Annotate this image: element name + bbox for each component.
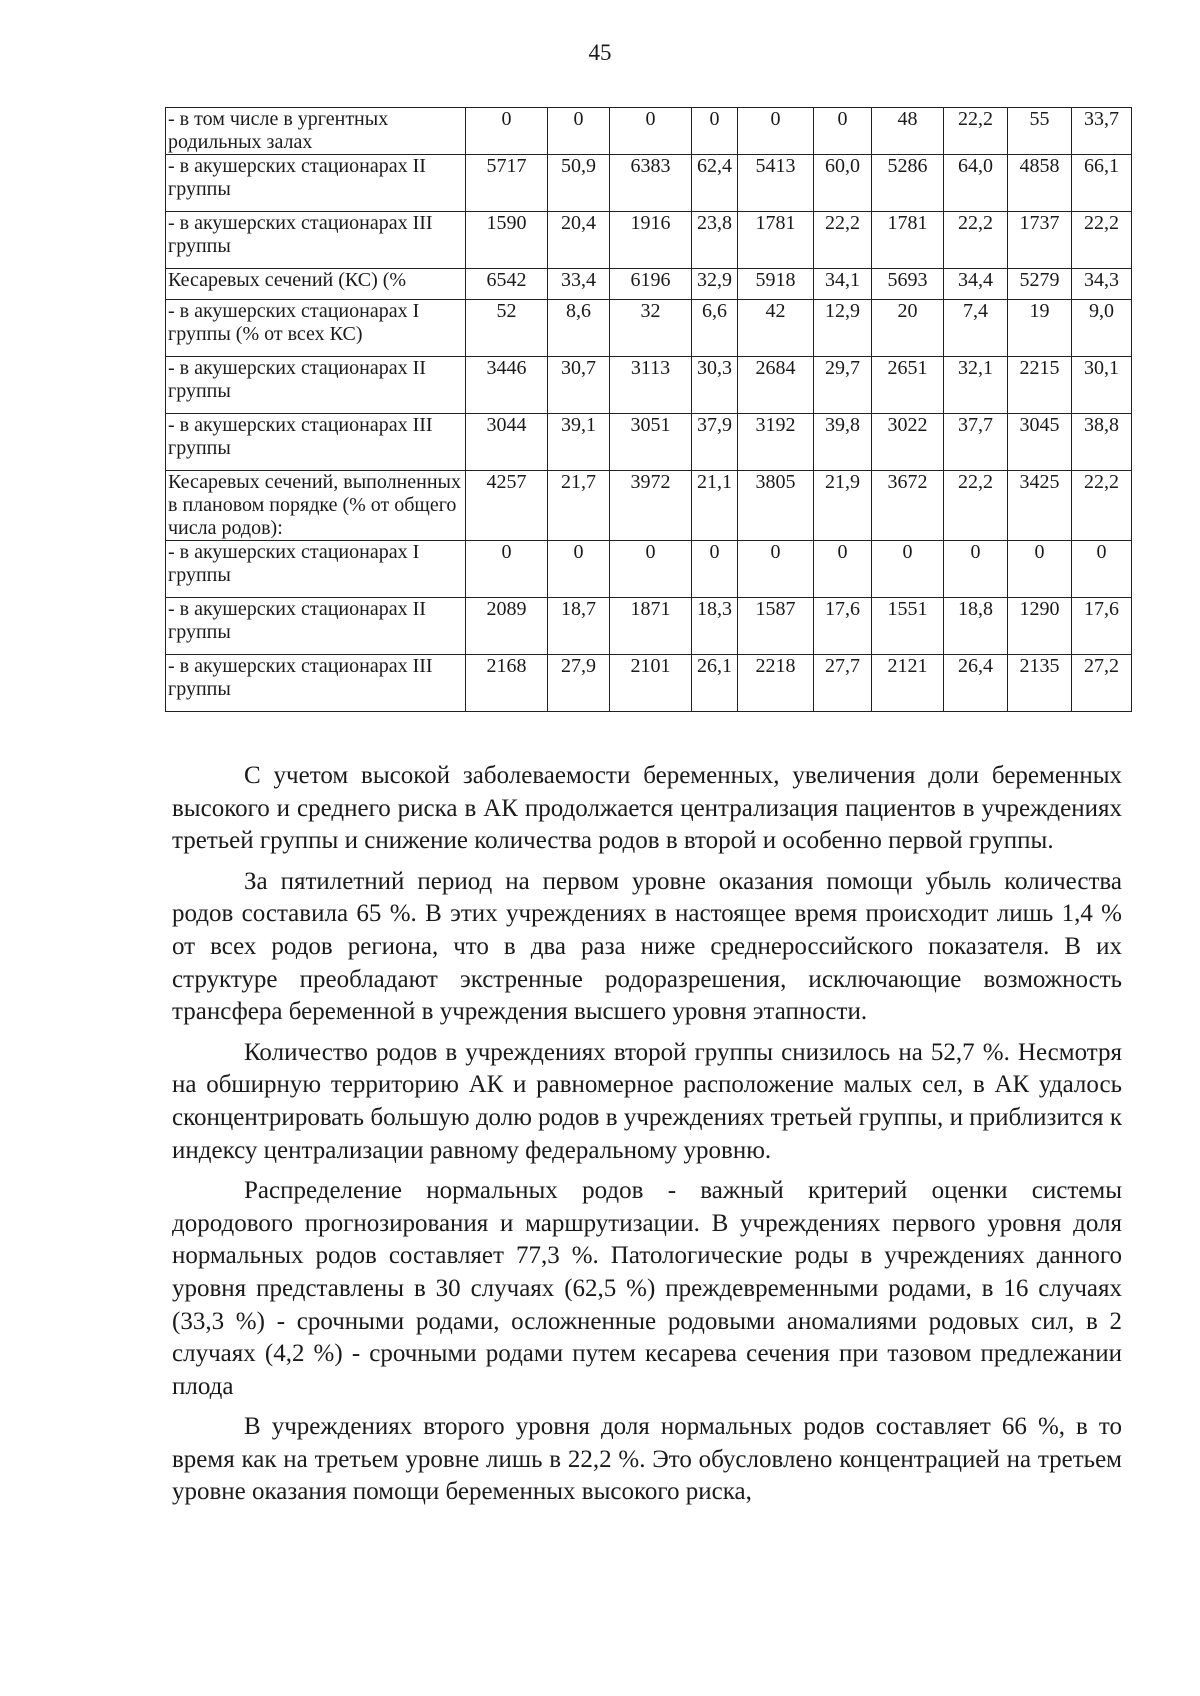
table-cell: 3044 (466, 414, 548, 471)
table-cell: 42 (738, 300, 814, 357)
table-cell: 30,7 (548, 357, 610, 414)
table-cell: 39,8 (814, 414, 872, 471)
table-row (166, 300, 1132, 357)
table-cell: 5717 (466, 155, 548, 212)
table-cell: 32,1 (944, 357, 1008, 414)
table-cell: 27,2 (1072, 655, 1132, 712)
table-cell: 3192 (738, 414, 814, 471)
table-row (166, 471, 1132, 541)
table-cell: 2218 (738, 655, 814, 712)
table-cell: 6196 (610, 269, 692, 300)
table-cell: 1916 (610, 212, 692, 269)
table-cell: 64,0 (944, 155, 1008, 212)
table-cell: 1871 (610, 598, 692, 655)
table-cell: 23,8 (692, 212, 738, 269)
table-cell: 60,0 (814, 155, 872, 212)
paragraph: С учетом высокой заболеваемости беременных, увеличения доли беременных высокого и среднего риска в АК продолжается централизация пациентов в учреждениях третьей группы и снижение количества родов в второй и особенно первой группы. (172, 762, 1122, 855)
table-cell: 29,7 (814, 357, 872, 414)
table-cell: 52 (466, 300, 548, 357)
table-cell: 2215 (1008, 357, 1072, 414)
table-cell: 0 (944, 541, 1008, 598)
table-cell: 3045 (1008, 414, 1072, 471)
table-cell: 66,1 (1072, 155, 1132, 212)
body-text (172, 760, 1122, 1509)
paragraph: За пятилетний период на первом уровне оказания помощи убыль количества родов составила 65 %. В этих учреждениях в настоящее время происходит лишь 1,4 % от всех родов региона, что в два раза ниже среднероссийского показателя. В их структуре преобладают экстренные родоразрешения, исключающие возможность трансфера беременной в учреждения высшего уровня этапности. (172, 867, 1122, 1026)
table-cell: 22,2 (944, 471, 1008, 541)
table-cell: 0 (1008, 541, 1072, 598)
table-cell: 0 (466, 108, 548, 155)
table-cell: 21,1 (692, 471, 738, 541)
row-label: - в акушерских стационарах II группы (166, 155, 466, 212)
row-label: - в акушерских стационарах III группы (166, 414, 466, 471)
table-row (166, 269, 1132, 300)
table-cell: 34,3 (1072, 269, 1132, 300)
table-cell: 32 (610, 300, 692, 357)
table-cell: 33,7 (1072, 108, 1132, 155)
table-cell: 17,6 (1072, 598, 1132, 655)
row-label: - в акушерских стационарах III группы (166, 212, 466, 269)
table-row (166, 414, 1132, 471)
row-label: - в акушерских стационарах III группы (166, 655, 466, 712)
table-cell: 1737 (1008, 212, 1072, 269)
row-label: Кесаревых сечений, выполненных в плановом порядке (% от общего числа родов): (166, 471, 466, 541)
paragraph: Распределение нормальных родов - важный критерий оценки системы дородового прогнозирования и маршрутизации. В учреждениях первого уровня доля нормальных родов составляет 77,3 %. Патологические роды в учреждениях данного уровня представлены в 30 случаях (62,5 %) преждевременными родами, в 16 случаях (33,3 %) - срочными родами, осложненные родовыми аномалиями родовых сил, в 2 случаях (4,2 %) - срочными родами путем кесарева сечения при тазовом предлежании плода (172, 1177, 1122, 1400)
row-label: - в том числе в ургентных родильных залах (166, 108, 466, 155)
table-cell: 1781 (738, 212, 814, 269)
table-cell: 4257 (466, 471, 548, 541)
table-row (166, 655, 1132, 712)
table-cell: 3113 (610, 357, 692, 414)
table-cell: 0 (548, 108, 610, 155)
table-cell: 2121 (872, 655, 944, 712)
table-cell: 20 (872, 300, 944, 357)
table-cell: 0 (738, 108, 814, 155)
table-cell: 22,2 (944, 108, 1008, 155)
table-cell: 2684 (738, 357, 814, 414)
page-number: 45 (588, 40, 612, 65)
table-row (166, 212, 1132, 269)
table-cell: 0 (1072, 541, 1132, 598)
table-cell: 6,6 (692, 300, 738, 357)
table-cell: 62,4 (692, 155, 738, 212)
table-cell: 3051 (610, 414, 692, 471)
table-cell: 1781 (872, 212, 944, 269)
table-cell: 7,4 (944, 300, 1008, 357)
table-cell: 0 (872, 541, 944, 598)
table-cell: 18,7 (548, 598, 610, 655)
table-cell: 0 (692, 108, 738, 155)
table-cell: 33,4 (548, 269, 610, 300)
table-cell: 17,6 (814, 598, 872, 655)
table-cell: 38,8 (1072, 414, 1132, 471)
table-cell: 50,9 (548, 155, 610, 212)
table-cell: 20,4 (548, 212, 610, 269)
table-cell: 6542 (466, 269, 548, 300)
table-cell: 3022 (872, 414, 944, 471)
table-cell: 0 (548, 541, 610, 598)
table-cell: 26,4 (944, 655, 1008, 712)
table-cell: 1590 (466, 212, 548, 269)
table-cell: 39,1 (548, 414, 610, 471)
table-cell: 4858 (1008, 155, 1072, 212)
table-row (166, 155, 1132, 212)
table-cell: 1551 (872, 598, 944, 655)
table-cell: 55 (1008, 108, 1072, 155)
table-cell: 3446 (466, 357, 548, 414)
table-cell: 22,2 (814, 212, 872, 269)
table-cell: 18,3 (692, 598, 738, 655)
table-cell: 6383 (610, 155, 692, 212)
row-label: - в акушерских стационарах II группы (166, 357, 466, 414)
table-cell: 37,7 (944, 414, 1008, 471)
table-cell: 0 (610, 541, 692, 598)
table-cell: 0 (610, 108, 692, 155)
table-cell: 5286 (872, 155, 944, 212)
table-cell: 0 (814, 541, 872, 598)
table-cell: 22,2 (944, 212, 1008, 269)
table-cell: 30,1 (1072, 357, 1132, 414)
table-row (166, 541, 1132, 598)
table-cell: 3672 (872, 471, 944, 541)
table-cell: 3425 (1008, 471, 1072, 541)
table-cell: 5279 (1008, 269, 1072, 300)
table-cell: 1290 (1008, 598, 1072, 655)
table-cell: 2101 (610, 655, 692, 712)
table-cell: 30,3 (692, 357, 738, 414)
table-cell: 48 (872, 108, 944, 155)
table-cell: 0 (692, 541, 738, 598)
row-label: - в акушерских стационарах I группы (% от всех КС) (166, 300, 466, 357)
paragraph: В учреждениях второго уровня доля нормальных родов составляет 66 %, в то время как на третьем уровне лишь в 22,2 %. Это обусловлено концентрацией на третьем уровне оказания помощи беременных высокого риска, (172, 1413, 1122, 1506)
table-cell: 21,9 (814, 471, 872, 541)
table-cell: 3972 (610, 471, 692, 541)
table-row (166, 108, 1132, 155)
table-row (166, 357, 1132, 414)
table-cell: 0 (466, 541, 548, 598)
table-cell: 2168 (466, 655, 548, 712)
table-cell: 27,7 (814, 655, 872, 712)
table-cell: 5918 (738, 269, 814, 300)
table-cell: 8,6 (548, 300, 610, 357)
table-cell: 1587 (738, 598, 814, 655)
table-cell: 27,9 (548, 655, 610, 712)
table-cell: 18,8 (944, 598, 1008, 655)
paragraph: Количество родов в учреждениях второй группы снизилось на 52,7 %. Несмотря на обширную территорию АК и равномерное расположение малых сел, в АК удалось сконцентрировать большую долю родов в учреждениях третьей группы, и приблизится к индексу централизации равному федеральному уровню. (172, 1038, 1122, 1164)
statistics-table (165, 107, 1132, 712)
table-cell: 12,9 (814, 300, 872, 357)
row-label: - в акушерских стационарах I группы (166, 541, 466, 598)
table-cell: 21,7 (548, 471, 610, 541)
table-row (166, 598, 1132, 655)
table-cell: 34,1 (814, 269, 872, 300)
table-cell: 32,9 (692, 269, 738, 300)
table-cell: 22,2 (1072, 212, 1132, 269)
table-cell: 3805 (738, 471, 814, 541)
row-label: - в акушерских стационарах II группы (166, 598, 466, 655)
table-cell: 26,1 (692, 655, 738, 712)
table-cell: 0 (738, 541, 814, 598)
table-cell: 34,4 (944, 269, 1008, 300)
table-cell: 22,2 (1072, 471, 1132, 541)
table-cell: 0 (814, 108, 872, 155)
table-cell: 5693 (872, 269, 944, 300)
table-cell: 19 (1008, 300, 1072, 357)
table-cell: 37,9 (692, 414, 738, 471)
table-cell: 5413 (738, 155, 814, 212)
table-cell: 2135 (1008, 655, 1072, 712)
table-cell: 2089 (466, 598, 548, 655)
row-label: Кесаревых сечений (КС) (% (166, 269, 466, 300)
table-cell: 2651 (872, 357, 944, 414)
table-cell: 9,0 (1072, 300, 1132, 357)
